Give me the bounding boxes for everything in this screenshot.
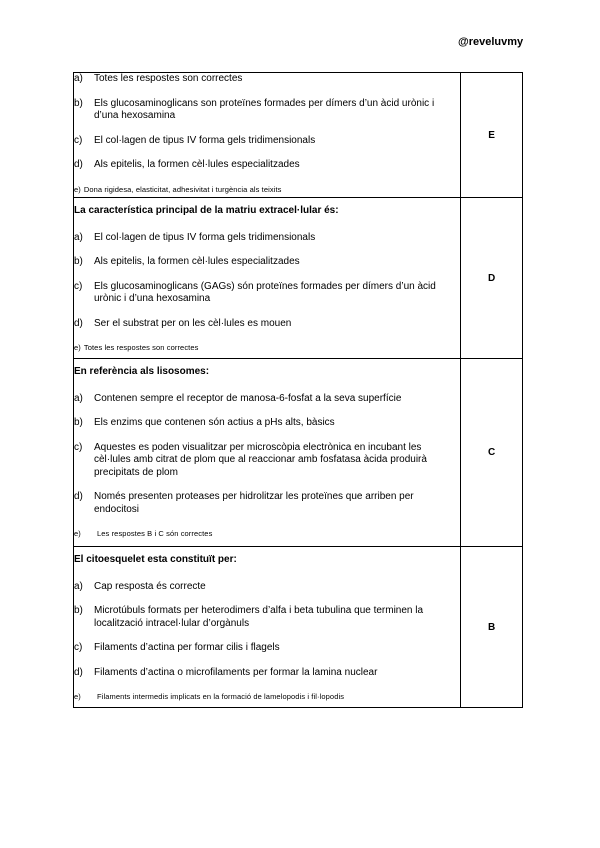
question-cell — [74, 73, 461, 198]
answer-cell: C — [461, 359, 523, 547]
option-a: a) Cap resposta és correcte — [74, 580, 206, 592]
option-e: e) Dona rigidesa, elasticitat, adhesivitat i turgència als teixits — [74, 184, 282, 194]
question-row — [74, 547, 523, 708]
option-b: b) Els glucosaminoglicans son proteïnes formades per dímers d’un àcid urònic i d’una hexosamina — [74, 97, 435, 121]
option-a: a) El col·lagen de tipus IV forma gels tridimensionals — [74, 231, 316, 243]
option-e: e) Filaments intermedis implicats en la formació de lamelopodis i fil·lopodis — [74, 692, 345, 701]
option-b: b) Microtúbuls formats per heterodimers d’alfa i beta tubulina que terminen la localització intracel·lular d’orgànuls — [74, 605, 424, 629]
question-title: El citoesquelet esta constituït per: — [74, 554, 237, 565]
question-row — [74, 73, 523, 198]
answer-cell: D — [461, 198, 523, 359]
option-e: e) Totes les respostes son correctes — [74, 343, 199, 352]
question-cell — [74, 547, 461, 708]
option-b: b) Els enzims que contenen són actius a pHs alts, bàsics — [74, 417, 335, 428]
question-title: En referència als lisosomes: — [74, 366, 210, 377]
option-d: d) Només presenten proteases per hidrolitzar les proteïnes que arriben per endocitosi — [74, 491, 414, 515]
option-c: c) Aquestes es poden visualitzar per microscòpia electrònica en incubant les cèl·lules amb citrat de plom que al reaccionar amb fosfatasa àcida produirà precipitats de plom — [74, 441, 427, 478]
question-title: La característica principal de la matriu extracel·lular és: — [74, 205, 339, 216]
option-c: c) Filaments d’actina per formar cilis i flagels — [74, 642, 280, 653]
answer-cell: B — [461, 547, 523, 708]
option-e: e) Les respostes B i C són correctes — [74, 529, 213, 538]
option-a: a) Contenen sempre el receptor de manosa-6-fosfat a la seva superfície — [74, 392, 402, 404]
option-c: c) Els glucosaminoglicans (GAGs) són proteïnes formades per dímers d’un àcid urònic i d’una hexosamina — [74, 280, 436, 304]
quiz-table — [73, 72, 523, 708]
option-b: b) Als epitelis, la formen cèl·lules especialitzades — [74, 256, 300, 267]
question-cell — [74, 359, 461, 547]
answer-cell: E — [461, 73, 523, 198]
question-cell — [74, 198, 461, 359]
option-d: d) Filaments d’actina o microfilaments per formar la lamina nuclear — [74, 666, 378, 678]
question-row — [74, 198, 523, 359]
option-a: a) Totes les respostes son correctes — [74, 73, 243, 84]
watermark-username: @reveluvmy — [458, 36, 524, 48]
question-row — [74, 359, 523, 547]
option-d: d) Ser el substrat per on les cèl·lules es mouen — [74, 317, 292, 329]
option-d: d) Als epitelis, la formen cèl·lules especialitzades — [74, 159, 300, 170]
option-c: c) El col·lagen de tipus IV forma gels tridimensionals — [74, 134, 316, 146]
